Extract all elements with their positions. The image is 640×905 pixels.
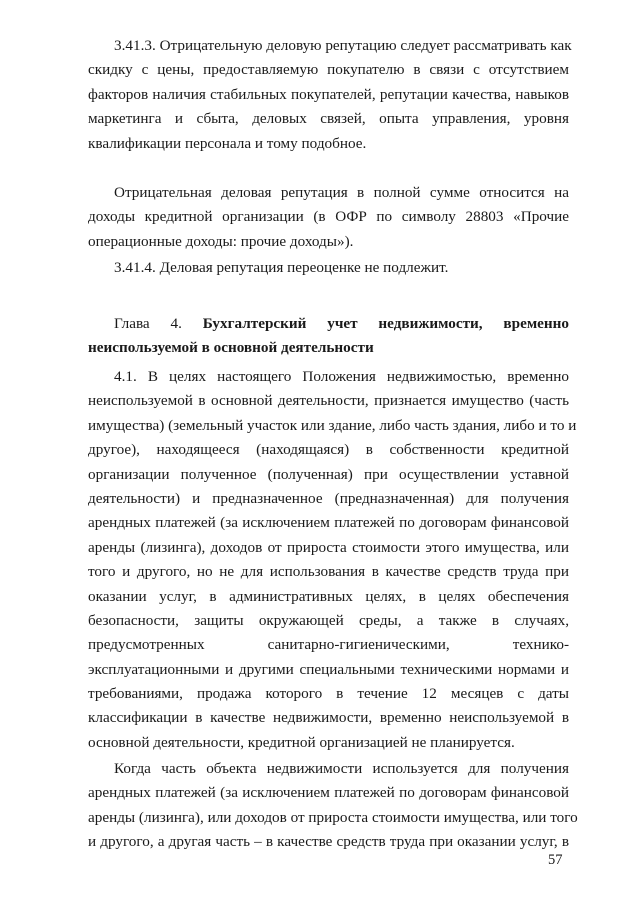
text-line: безопасности, защиты окружающей среды, а также в случаях, bbox=[88, 611, 569, 629]
text-line: организации полученное (полученная) при осуществлении уставной bbox=[88, 465, 569, 483]
chapter-title-part-2: неиспользуемой в основной деятельности bbox=[88, 339, 374, 357]
paragraph-3-41-3 bbox=[88, 34, 572, 156]
page-number: 57 bbox=[548, 852, 563, 868]
chapter-heading bbox=[88, 312, 569, 361]
text-line: требованиями, продажа которого в течение 12 месяцев с даты bbox=[88, 685, 569, 703]
text-line: классификации в качестве недвижимости, временно неиспользуемой в bbox=[88, 709, 569, 727]
text-line: скидку с цены, предоставляемую покупателю в связи с отсутствием bbox=[88, 61, 569, 79]
text-line: 3.41.4. Деловая репутация переоценке не подлежит. bbox=[114, 259, 449, 276]
text-line: деятельности) и предназначенное (предназначенная) для получения bbox=[88, 489, 569, 507]
text-line: доходы кредитной организации (в ОФР по символу 28803 «Прочие bbox=[88, 208, 569, 226]
paragraph-negative-goodwill bbox=[88, 181, 569, 254]
text-line: квалификации персонала и тому подобное. bbox=[88, 134, 367, 152]
text-line: маркетинга и сбыта, деловых связей, опыта управления, уровня bbox=[88, 110, 569, 128]
text-line: оказании услуг, в административных целях, в целях обеспечения bbox=[88, 587, 569, 605]
paragraph-3-41-4 bbox=[88, 256, 569, 280]
text-line: того и другого, но не для использования в качестве средств труда при bbox=[88, 563, 569, 581]
text-line: 4.1. В целях настоящего Положения недвижимостью, временно bbox=[114, 368, 569, 385]
text-line: основной деятельности, кредитной организацией не планируется. bbox=[88, 733, 515, 751]
text-line: Когда часть объекта недвижимости используется для получения bbox=[114, 760, 569, 777]
chapter-title-part-1: Бухгалтерский учет недвижимости, временно bbox=[202, 315, 570, 332]
text-line: арендных платежей (за исключением платежей по договорам финансовой bbox=[88, 514, 569, 532]
text-line: другое), находящееся (находящаяся) в собственности кредитной bbox=[88, 441, 569, 459]
text-line: факторов наличия стабильных покупателей, репутации качества, навыков bbox=[88, 85, 569, 103]
text-line: и другого, а другая часть – в качестве средств труда при оказании услуг, в bbox=[88, 833, 569, 851]
paragraph-4-1 bbox=[88, 365, 577, 755]
chapter-label: Глава 4. bbox=[114, 315, 182, 332]
text-line: Отрицательная деловая репутация в полной сумме относится на bbox=[114, 184, 569, 201]
text-line: 3.41.3. Отрицательную деловую репутацию следует рассматривать как bbox=[114, 37, 572, 54]
text-line: аренды (лизинга), или доходов от прироста стоимости имущества, или того bbox=[88, 808, 578, 826]
text-line: аренды (лизинга), доходов от прироста стоимости этого имущества, или bbox=[88, 538, 569, 556]
text-line: эксплуатационными и другими специальными техническими нормами и bbox=[88, 660, 569, 678]
text-line: имущества) (земельный участок или здание, либо часть здания, либо и то и bbox=[88, 416, 577, 434]
text-line: арендных платежей (за исключением платежей по договорам финансовой bbox=[88, 784, 569, 802]
chapter-heading-line-1 bbox=[88, 312, 569, 336]
text-line: предусмотренных санитарно-гигиеническими, технико- bbox=[88, 636, 569, 654]
text-line: операционные доходы: прочие доходы»). bbox=[88, 232, 354, 250]
paragraph-mixed-use bbox=[88, 757, 578, 855]
text-line: неиспользуемой в основной деятельности, признается имущество (часть bbox=[88, 392, 569, 410]
